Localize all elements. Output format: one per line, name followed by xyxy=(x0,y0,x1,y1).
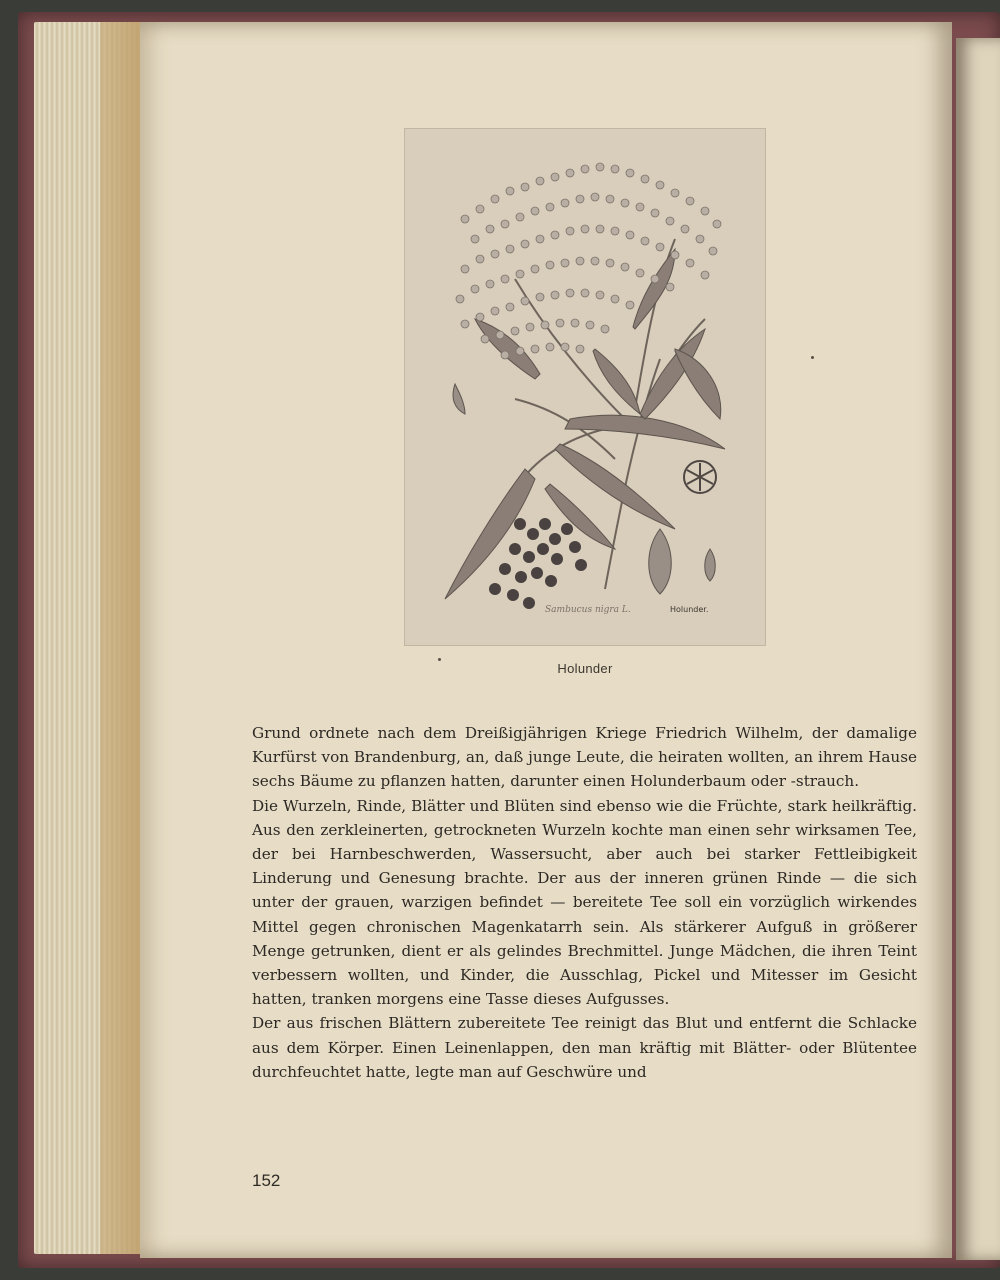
botanical-illustration xyxy=(405,129,765,645)
body-text xyxy=(252,721,917,1084)
page-number: 152 xyxy=(252,1171,281,1190)
elder-plant-drawing xyxy=(405,129,765,645)
plate-script: Sambucus nigra L. xyxy=(545,605,631,615)
paper-speck xyxy=(811,356,814,359)
figure-caption: Holunder xyxy=(557,661,613,676)
paragraph: Die Wurzeln, Rinde, Blätter und Blüten sind ebenso wie die Früchte, stark heilkräftig. Aus den zerkleinerten, getrockneten Wurzeln kochte man einen sehr wirksamen Tee, der bei Harnbeschwerden, Wassersucht, aber auch bei starker Fettleibigkeit Linderung und Genesung brachte. Der aus der inneren grünen Rinde — die sich unter der grauen, warzigen befindet — bereitete Tee soll ein vorzüglich wirkendes Mittel gegen chronischen Magenkatarrh sein. Als stärkerer Aufguß in größerer Menge getrunken, dient er als gelindes Brechmittel. Junge Mädchen, die ihren Teint verbessern wollten, und Kinder, die Ausschlag, Pickel und Mitesser im Gesicht hatten, tranken morgens eine Tasse dieses Aufgusses. xyxy=(252,796,917,1009)
plate-label: Holunder. xyxy=(670,605,709,614)
facing-page xyxy=(956,38,1000,1260)
paragraph: Grund ordnete nach dem Dreißigjährigen Kriege Friedrich Wilhelm, der damalige Kurfürst von Brandenburg, an, daß junge Leute, die heiraten wollten, an ihrem Hause sechs Bäume zu pflanzen hatten, darunter einen Holunderbaum oder -strauch. xyxy=(252,724,917,791)
paragraph: Der aus frischen Blättern zubereitete Tee reinigt das Blut und entfernt die Schlacke aus dem Körper. Einen Leinenlappen, den man kräftig mit Blätter- oder Blütentee durchfeuchtet hatte, legte man auf Geschwüre und xyxy=(252,1014,917,1081)
